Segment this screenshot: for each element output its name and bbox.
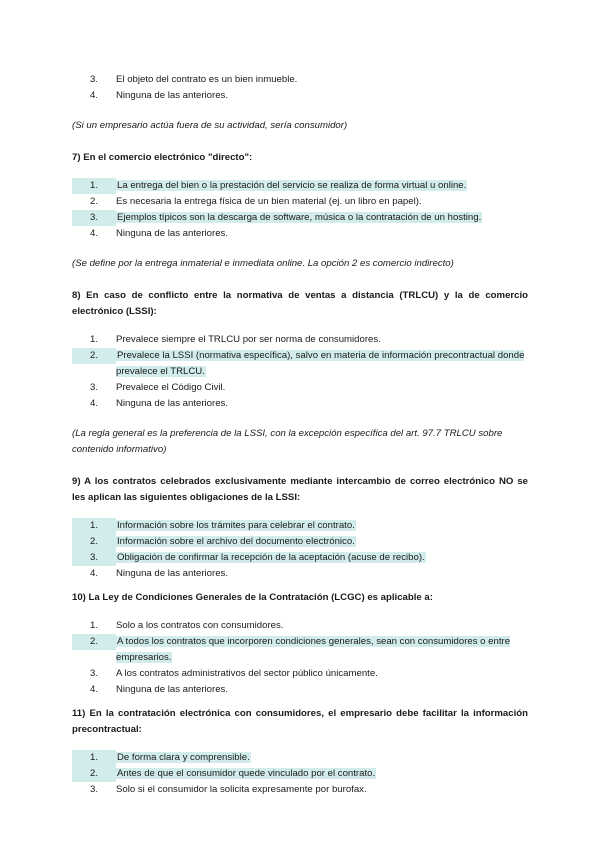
option-number: 2.: [72, 348, 116, 364]
option-text: Obligación de confirmar la recepción de la aceptación (acuse de recibo).: [117, 552, 425, 563]
option-text: Es necesaria la entrega física de un bien material (ej. un libro en papel).: [116, 196, 422, 207]
option-text: Ninguna de las anteriores.: [116, 684, 228, 695]
option-number: 4.: [90, 90, 99, 101]
question-block: [72, 150, 528, 272]
option-item: [72, 194, 528, 210]
option-text: Ejemplos típicos son la descarga de software, música o la contratación de un hosting.: [117, 212, 482, 223]
highlighted-option: [72, 550, 528, 566]
highlighted-option: [72, 178, 528, 194]
option-number: 4.: [90, 398, 99, 409]
option-number: 2.: [90, 196, 99, 207]
question-title: 9) A los contratos celebrados exclusivamente mediante intercambio de correo electrónico NO se les aplican las siguientes obligaciones de la LSSI:: [72, 476, 528, 503]
highlighted-option: [72, 634, 528, 666]
option-number: 2.: [72, 534, 116, 550]
option-item: [72, 618, 528, 634]
question-title: 8) En caso de conflicto entre la normativa de ventas a distancia (TRLCU) y la de comercio electrónico (LSSI):: [72, 290, 528, 317]
option-text: Antes de que el consumidor quede vinculado por el contrato.: [117, 768, 376, 779]
highlighted-option: [72, 210, 528, 226]
option-number: 3.: [90, 784, 99, 795]
question-block: [72, 72, 528, 134]
option-number: 3.: [72, 210, 116, 226]
option-number: 3.: [72, 550, 116, 566]
option-number: 4.: [90, 568, 99, 579]
answer-note: (Se define por la entrega inmaterial e inmediata online. La opción 2 es comercio indirecto): [72, 258, 454, 269]
option-text: El objeto del contrato es un bien inmueble.: [116, 74, 298, 85]
option-number: 1.: [72, 178, 116, 194]
option-text: Prevalece siempre el TRLCU por ser norma de consumidores.: [116, 334, 381, 345]
option-list: [72, 518, 528, 582]
option-number: 1.: [90, 620, 99, 631]
document-content: [72, 72, 528, 806]
option-number: 3.: [90, 74, 99, 85]
option-text: Solo a los contratos con consumidores.: [116, 620, 284, 631]
option-list: [72, 332, 528, 412]
option-item: [72, 682, 528, 698]
option-list: [72, 750, 528, 798]
option-list: [72, 178, 528, 242]
option-number: 3.: [90, 668, 99, 679]
option-text: Prevalece la LSSI (normativa específica), salvo en materia de información precontractual donde prevalece el TRLCU.: [116, 350, 525, 377]
option-number: 4.: [90, 228, 99, 239]
answer-note: (La regla general es la preferencia de la LSSI, con la excepción específica del art. 97.7 TRLCU sobre contenido informativo): [72, 428, 503, 455]
option-text: La entrega del bien o la prestación del servicio se realiza de forma virtual u online.: [117, 180, 467, 191]
option-number: 3.: [90, 382, 99, 393]
spacer: [72, 698, 528, 706]
question-title: 10) La Ley de Condiciones Generales de la Contratación (LCGC) es aplicable a:: [72, 592, 433, 603]
option-item: [72, 332, 528, 348]
question-block: [72, 706, 528, 806]
option-text: De forma clara y comprensible.: [117, 752, 250, 763]
option-text: A los contratos administrativos del sector público únicamente.: [116, 668, 378, 679]
option-text: Ninguna de las anteriores.: [116, 398, 228, 409]
option-text: Prevalece el Código Civil.: [116, 382, 226, 393]
answer-note: (Si un empresario actúa fuera de su actividad, sería consumidor): [72, 120, 348, 131]
option-list: [72, 618, 528, 698]
option-number: 1.: [72, 750, 116, 766]
option-number: 1.: [72, 518, 116, 534]
question-title: 7) En el comercio electrónico "directo":: [72, 152, 253, 163]
option-item: [72, 782, 528, 798]
option-text: Solo si el consumidor la solicita expresamente por burofax.: [116, 784, 367, 795]
highlighted-option: [72, 348, 528, 380]
option-list: [72, 72, 528, 104]
option-text: Ninguna de las anteriores.: [116, 228, 228, 239]
option-text: Información sobre los trámites para celebrar el contrato.: [117, 520, 355, 531]
option-item: [72, 396, 528, 412]
option-item: [72, 226, 528, 242]
option-text: Información sobre el archivo del documento electrónico.: [117, 536, 355, 547]
option-text: Ninguna de las anteriores.: [116, 90, 228, 101]
highlighted-option: [72, 766, 528, 782]
spacer: [72, 798, 528, 806]
question-block: [72, 590, 528, 706]
highlighted-option: [72, 534, 528, 550]
option-number: 2.: [72, 634, 116, 650]
option-item: [72, 72, 528, 88]
question-block: [72, 474, 528, 590]
option-item: [72, 88, 528, 104]
question-block: [72, 288, 528, 458]
option-number: 2.: [72, 766, 116, 782]
option-item: [72, 380, 528, 396]
option-number: 4.: [90, 684, 99, 695]
option-item: [72, 666, 528, 682]
option-text: A todos los contratos que incorporen condiciones generales, sean con consumidores o entre empresarios.: [116, 636, 511, 663]
highlighted-option: [72, 750, 528, 766]
question-title: 11) En la contratación electrónica con consumidores, el empresario debe facilitar la información precontractual:: [72, 708, 528, 735]
spacer: [72, 582, 528, 590]
option-item: [72, 566, 528, 582]
option-number: 1.: [90, 334, 99, 345]
highlighted-option: [72, 518, 528, 534]
option-text: Ninguna de las anteriores.: [116, 568, 228, 579]
